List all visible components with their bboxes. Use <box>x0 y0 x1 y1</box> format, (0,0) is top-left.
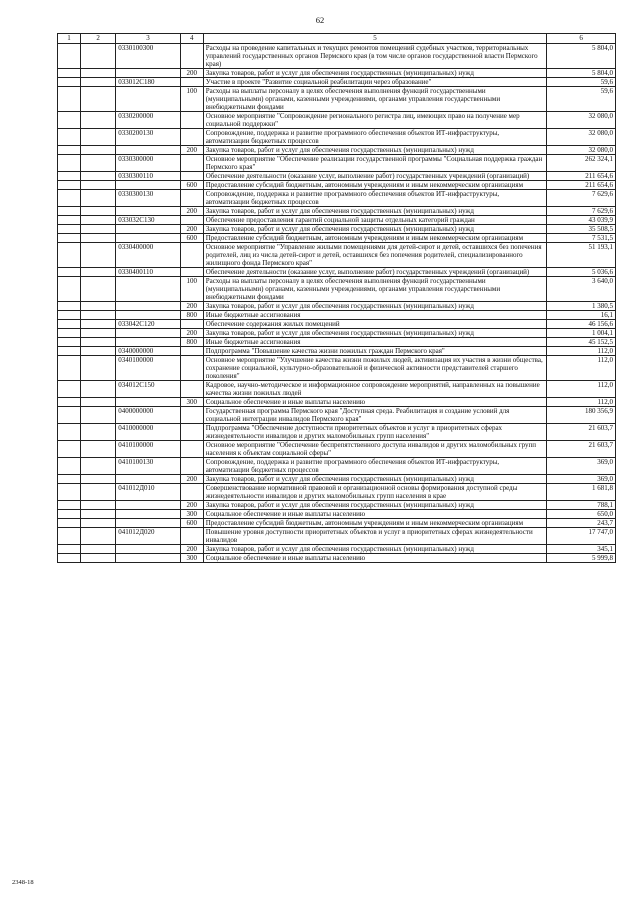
item-name-cell: Совершенствование нормативной правовой и организационной основы формирования доступной среды жизнедеятельности инвалидов и других маломобильных групп населения в крае <box>203 484 547 501</box>
expense-type-cell: 200 <box>180 329 203 338</box>
item-name-cell: Основное мероприятие "Сопровождение регионального регистра лиц, имеющих право на получение мер социальной поддержки" <box>203 112 547 129</box>
expense-type-cell <box>180 268 203 277</box>
table-row <box>58 243 616 268</box>
empty-cell <box>80 190 115 207</box>
expense-type-cell <box>180 458 203 475</box>
column-number: 2 <box>80 34 115 44</box>
expense-type-cell <box>180 407 203 424</box>
empty-cell <box>58 181 81 190</box>
expense-type-cell: 600 <box>180 519 203 528</box>
table-row <box>58 277 616 302</box>
empty-cell <box>58 407 81 424</box>
amount-cell: 16,1 <box>547 311 616 320</box>
item-name-cell: Подпрограмма "Повышение качества жизни пожилых граждан Пермского края" <box>203 347 547 356</box>
item-name-cell: Сопровождение, поддержка и развитие программного обеспечения объектов ИТ-инфраструктуры, автоматизации бюджетных процессов <box>203 458 547 475</box>
item-name-cell: Социальное обеспечение и иные выплаты населению <box>203 554 547 563</box>
empty-cell <box>80 441 115 458</box>
item-name-cell: Закупка товаров, работ и услуг для обеспечения государственных (муниципальных) нужд <box>203 207 547 216</box>
table-row <box>58 424 616 441</box>
expense-type-cell: 600 <box>180 181 203 190</box>
table-row <box>58 190 616 207</box>
expense-type-cell <box>180 78 203 87</box>
expense-type-cell <box>180 172 203 181</box>
empty-cell <box>58 225 81 234</box>
item-name-cell: Расходы на выплаты персоналу в целях обеспечения выполнения функций государственными (муниципальными) органами, казенными учреждениями, органами управления государственными внебюджетными фондами <box>203 277 547 302</box>
amount-cell: 35 508,5 <box>547 225 616 234</box>
table-row <box>58 545 616 554</box>
empty-cell <box>58 338 81 347</box>
expense-type-cell <box>180 243 203 268</box>
expense-type-cell: 200 <box>180 225 203 234</box>
empty-cell <box>58 234 81 243</box>
target-code-cell: 033012С180 <box>116 78 181 87</box>
table-row <box>58 501 616 510</box>
item-name-cell: Государственная программа Пермского края "Доступная среда. Реабилитация и создание условий для социальной интеграции инвалидов Пермского края" <box>203 407 547 424</box>
target-code-cell: 0330400000 <box>116 243 181 268</box>
empty-cell <box>80 129 115 146</box>
column-number: 5 <box>203 34 547 44</box>
empty-cell <box>58 554 81 563</box>
expense-type-cell: 200 <box>180 302 203 311</box>
table-row <box>58 234 616 243</box>
table-row <box>58 155 616 172</box>
amount-cell: 1 380,5 <box>547 302 616 311</box>
table-row <box>58 475 616 484</box>
empty-cell <box>58 216 81 225</box>
document-code: 2348-18 <box>12 879 34 886</box>
target-code-cell: 0410100130 <box>116 458 181 475</box>
item-name-cell: Основное мероприятие "Улучшение качества жизни пожилых людей, активизация их участия в жизни общества, сохранение социальной, культурно-образовательной и физической активности представителей старшего поколения" <box>203 356 547 381</box>
item-name-cell: Основное мероприятие "Обеспечение реализации государственной программы "Социальная поддержка граждан Пермского края" <box>203 155 547 172</box>
empty-cell <box>58 87 81 112</box>
expense-type-cell <box>180 484 203 501</box>
item-name-cell: Закупка товаров, работ и услуг для обеспечения государственных (муниципальных) нужд <box>203 329 547 338</box>
empty-cell <box>58 519 81 528</box>
amount-cell: 3 640,0 <box>547 277 616 302</box>
empty-cell <box>58 243 81 268</box>
target-code-cell: 0400000000 <box>116 407 181 424</box>
expense-type-cell <box>180 528 203 545</box>
item-name-cell: Предоставление субсидий бюджетным, автономным учреждениям и иным некоммерческим организациям <box>203 519 547 528</box>
amount-cell: 243,7 <box>547 519 616 528</box>
table-row <box>58 172 616 181</box>
empty-cell <box>80 311 115 320</box>
empty-cell <box>58 545 81 554</box>
amount-cell: 21 603,7 <box>547 424 616 441</box>
amount-cell: 5 804,0 <box>547 44 616 69</box>
target-code-cell <box>116 545 181 554</box>
empty-cell <box>58 329 81 338</box>
empty-cell <box>58 78 81 87</box>
target-code-cell: 033032С130 <box>116 216 181 225</box>
item-name-cell: Социальное обеспечение и иные выплаты населению <box>203 510 547 519</box>
empty-cell <box>58 347 81 356</box>
empty-cell <box>80 243 115 268</box>
target-code-cell <box>116 475 181 484</box>
empty-cell <box>58 356 81 381</box>
empty-cell <box>80 234 115 243</box>
empty-cell <box>80 155 115 172</box>
empty-cell <box>58 501 81 510</box>
empty-cell <box>80 225 115 234</box>
table-row <box>58 146 616 155</box>
empty-cell <box>58 268 81 277</box>
amount-cell: 112,0 <box>547 347 616 356</box>
empty-cell <box>80 424 115 441</box>
table-row <box>58 441 616 458</box>
target-code-cell: 0410000000 <box>116 424 181 441</box>
empty-cell <box>80 320 115 329</box>
expense-type-cell <box>180 112 203 129</box>
table-row <box>58 519 616 528</box>
table-row <box>58 129 616 146</box>
item-name-cell: Повышение уровня доступности приоритетных объектов и услуг в приоритетных сферах жизнедеятельности инвалидов <box>203 528 547 545</box>
amount-cell: 5 036,6 <box>547 268 616 277</box>
empty-cell <box>80 338 115 347</box>
item-name-cell: Закупка товаров, работ и услуг для обеспечения государственных (муниципальных) нужд <box>203 146 547 155</box>
table-row <box>58 181 616 190</box>
empty-cell <box>80 347 115 356</box>
expense-type-cell <box>180 129 203 146</box>
target-code-cell <box>116 311 181 320</box>
amount-cell: 32 080,0 <box>547 129 616 146</box>
empty-cell <box>80 519 115 528</box>
item-name-cell: Сопровождение, поддержка и развитие программного обеспечения объектов ИТ-инфраструктуры, автоматизации бюджетных процессов <box>203 190 547 207</box>
item-name-cell: Предоставление субсидий бюджетным, автономным учреждениям и иным некоммерческим организациям <box>203 181 547 190</box>
empty-cell <box>58 277 81 302</box>
amount-cell: 7 531,5 <box>547 234 616 243</box>
empty-cell <box>58 302 81 311</box>
amount-cell: 211 654,6 <box>547 172 616 181</box>
expense-type-cell <box>180 381 203 398</box>
empty-cell <box>80 398 115 407</box>
target-code-cell: 0410100000 <box>116 441 181 458</box>
empty-cell <box>58 398 81 407</box>
target-code-cell <box>116 225 181 234</box>
empty-cell <box>58 44 81 69</box>
amount-cell: 369,0 <box>547 475 616 484</box>
item-name-cell: Кадровое, научно-методическое и информационное сопровождение мероприятий, направленных на повышение качества жизни пожилых людей <box>203 381 547 398</box>
empty-cell <box>58 129 81 146</box>
item-name-cell: Иные бюджетные ассигнования <box>203 338 547 347</box>
item-name-cell: Предоставление субсидий бюджетным, автономным учреждениям и иным некоммерческим организациям <box>203 234 547 243</box>
target-code-cell <box>116 519 181 528</box>
target-code-cell <box>116 302 181 311</box>
target-code-cell: 0330400110 <box>116 268 181 277</box>
expense-type-cell: 200 <box>180 69 203 78</box>
expense-type-cell: 100 <box>180 87 203 112</box>
empty-cell <box>80 172 115 181</box>
empty-cell <box>58 458 81 475</box>
budget-table <box>57 33 616 563</box>
target-code-cell: 0330300000 <box>116 155 181 172</box>
expense-type-cell <box>180 190 203 207</box>
expense-type-cell: 200 <box>180 146 203 155</box>
empty-cell <box>58 172 81 181</box>
empty-cell <box>80 78 115 87</box>
expense-type-cell <box>180 216 203 225</box>
table-row <box>58 268 616 277</box>
table-row <box>58 398 616 407</box>
empty-cell <box>80 302 115 311</box>
expense-type-cell <box>180 44 203 69</box>
amount-cell: 7 629,6 <box>547 190 616 207</box>
target-code-cell: 041012Д020 <box>116 528 181 545</box>
amount-cell: 262 324,1 <box>547 155 616 172</box>
item-name-cell: Обеспечение деятельности (оказание услуг, выполнение работ) государственных учреждений (организаций) <box>203 268 547 277</box>
expense-type-cell: 300 <box>180 398 203 407</box>
table-row <box>58 112 616 129</box>
empty-cell <box>58 155 81 172</box>
empty-cell <box>58 69 81 78</box>
item-name-cell: Закупка товаров, работ и услуг для обеспечения государственных (муниципальных) нужд <box>203 545 547 554</box>
target-code-cell <box>116 181 181 190</box>
target-code-cell <box>116 398 181 407</box>
table-row <box>58 225 616 234</box>
expense-type-cell: 200 <box>180 207 203 216</box>
target-code-cell: 0330100300 <box>116 44 181 69</box>
amount-cell: 345,1 <box>547 545 616 554</box>
expense-type-cell <box>180 356 203 381</box>
column-number: 6 <box>547 34 616 44</box>
amount-cell: 788,1 <box>547 501 616 510</box>
empty-cell <box>58 510 81 519</box>
table-row <box>58 407 616 424</box>
target-code-cell: 0330200000 <box>116 112 181 129</box>
amount-cell: 5 999,8 <box>547 554 616 563</box>
target-code-cell <box>116 510 181 519</box>
item-name-cell: Закупка товаров, работ и услуг для обеспечения государственных (муниципальных) нужд <box>203 225 547 234</box>
empty-cell <box>80 528 115 545</box>
empty-cell <box>80 44 115 69</box>
item-name-cell: Обеспечение предоставления гарантий социальной защиты отдельных категорий граждан <box>203 216 547 225</box>
empty-cell <box>58 381 81 398</box>
empty-cell <box>58 320 81 329</box>
column-number: 1 <box>58 34 81 44</box>
item-name-cell: Закупка товаров, работ и услуг для обеспечения государственных (муниципальных) нужд <box>203 302 547 311</box>
table-row <box>58 87 616 112</box>
target-code-cell <box>116 234 181 243</box>
table-row <box>58 528 616 545</box>
empty-cell <box>58 207 81 216</box>
amount-cell: 7 629,6 <box>547 207 616 216</box>
empty-cell <box>80 381 115 398</box>
table-row <box>58 216 616 225</box>
item-name-cell: Иные бюджетные ассигнования <box>203 311 547 320</box>
amount-cell: 112,0 <box>547 398 616 407</box>
empty-cell <box>58 146 81 155</box>
expense-type-cell <box>180 441 203 458</box>
amount-cell: 5 804,0 <box>547 69 616 78</box>
empty-cell <box>80 216 115 225</box>
empty-cell <box>80 458 115 475</box>
target-code-cell: 033042С120 <box>116 320 181 329</box>
table-row <box>58 207 616 216</box>
expense-type-cell <box>180 347 203 356</box>
empty-cell <box>58 475 81 484</box>
expense-type-cell <box>180 424 203 441</box>
empty-cell <box>80 69 115 78</box>
table-row <box>58 338 616 347</box>
empty-cell <box>58 484 81 501</box>
target-code-cell: 0330300110 <box>116 172 181 181</box>
column-number-row <box>58 34 616 44</box>
item-name-cell: Обеспечение содержания жилых помещений <box>203 320 547 329</box>
empty-cell <box>80 545 115 554</box>
item-name-cell: Закупка товаров, работ и услуг для обеспечения государственных (муниципальных) нужд <box>203 475 547 484</box>
table-row <box>58 44 616 69</box>
expense-type-cell: 200 <box>180 475 203 484</box>
expense-type-cell: 600 <box>180 234 203 243</box>
amount-cell: 43 039,9 <box>547 216 616 225</box>
empty-cell <box>80 181 115 190</box>
target-code-cell: 0330200130 <box>116 129 181 146</box>
expense-type-cell: 800 <box>180 311 203 320</box>
empty-cell <box>58 190 81 207</box>
table-row <box>58 302 616 311</box>
target-code-cell <box>116 338 181 347</box>
amount-cell: 51 193,1 <box>547 243 616 268</box>
expense-type-cell: 800 <box>180 338 203 347</box>
item-name-cell: Закупка товаров, работ и услуг для обеспечения государственных (муниципальных) нужд <box>203 501 547 510</box>
empty-cell <box>80 407 115 424</box>
amount-cell: 17 747,0 <box>547 528 616 545</box>
item-name-cell: Обеспечение деятельности (оказание услуг, выполнение работ) государственных учреждений (организаций) <box>203 172 547 181</box>
target-code-cell <box>116 87 181 112</box>
item-name-cell: Закупка товаров, работ и услуг для обеспечения государственных (муниципальных) нужд <box>203 69 547 78</box>
amount-cell: 112,0 <box>547 381 616 398</box>
target-code-cell: 0340000000 <box>116 347 181 356</box>
empty-cell <box>58 441 81 458</box>
target-code-cell <box>116 146 181 155</box>
empty-cell <box>80 87 115 112</box>
empty-cell <box>80 554 115 563</box>
page-number: 62 <box>315 15 325 25</box>
target-code-cell: 041012Д010 <box>116 484 181 501</box>
empty-cell <box>58 311 81 320</box>
item-name-cell: Сопровождение, поддержка и развитие программного обеспечения объектов ИТ-инфраструктуры, автоматизации бюджетных процессов <box>203 129 547 146</box>
table-row <box>58 347 616 356</box>
empty-cell <box>80 146 115 155</box>
table-row <box>58 554 616 563</box>
empty-cell <box>80 484 115 501</box>
column-number: 3 <box>116 34 181 44</box>
empty-cell <box>80 510 115 519</box>
expense-type-cell <box>180 320 203 329</box>
amount-cell: 45 152,5 <box>547 338 616 347</box>
amount-cell: 32 080,0 <box>547 146 616 155</box>
expense-type-cell <box>180 155 203 172</box>
expense-type-cell: 200 <box>180 501 203 510</box>
table-row <box>58 381 616 398</box>
expense-type-cell: 200 <box>180 545 203 554</box>
table-row <box>58 69 616 78</box>
empty-cell <box>80 268 115 277</box>
table-row <box>58 311 616 320</box>
table-row <box>58 320 616 329</box>
empty-cell <box>80 475 115 484</box>
empty-cell <box>58 112 81 129</box>
amount-cell: 32 080,0 <box>547 112 616 129</box>
empty-cell <box>80 501 115 510</box>
target-code-cell: 0340100000 <box>116 356 181 381</box>
target-code-cell <box>116 554 181 563</box>
table-row <box>58 78 616 87</box>
empty-cell <box>58 528 81 545</box>
target-code-cell <box>116 329 181 338</box>
empty-cell <box>80 356 115 381</box>
expense-type-cell: 300 <box>180 510 203 519</box>
item-name-cell: Основное мероприятие "Управление жилыми помещениями для детей-сирот и детей, оставшихся без попечения родителей, лиц из числа детей-сирот и детей, оставшихся без попечения родителей, специализированного жилищного фонда Пермского края" <box>203 243 547 268</box>
amount-cell: 46 156,6 <box>547 320 616 329</box>
column-number: 4 <box>180 34 203 44</box>
amount-cell: 1 004,1 <box>547 329 616 338</box>
empty-cell <box>80 277 115 302</box>
empty-cell <box>58 424 81 441</box>
target-code-cell <box>116 277 181 302</box>
table-row <box>58 329 616 338</box>
target-code-cell: 034012С150 <box>116 381 181 398</box>
item-name-cell: Расходы на проведение капитальных и текущих ремонтов помещений судебных участков, территориальных управлений государственных органов Пермского края (в том числе органов государственной власти Пермского края) <box>203 44 547 69</box>
table-row <box>58 458 616 475</box>
item-name-cell: Социальное обеспечение и иные выплаты населению <box>203 398 547 407</box>
target-code-cell <box>116 501 181 510</box>
empty-cell <box>80 329 115 338</box>
table-body <box>58 44 616 563</box>
amount-cell: 1 681,8 <box>547 484 616 501</box>
target-code-cell: 0330300130 <box>116 190 181 207</box>
amount-cell: 59,6 <box>547 87 616 112</box>
table-row <box>58 356 616 381</box>
empty-cell <box>80 207 115 216</box>
target-code-cell <box>116 207 181 216</box>
target-code-cell <box>116 69 181 78</box>
item-name-cell: Расходы на выплаты персоналу в целях обеспечения выполнения функций государственными (муниципальными) органами, казенными учреждениями, органами управления государственными внебюджетными фондами <box>203 87 547 112</box>
item-name-cell: Участие в проекте "Развитие социальной реабилитации через образование" <box>203 78 547 87</box>
amount-cell: 59,6 <box>547 78 616 87</box>
table-row <box>58 510 616 519</box>
item-name-cell: Основное мероприятие "Обеспечение беспрепятственного доступа инвалидов и других маломобильных групп населения к объектам социальной сферы" <box>203 441 547 458</box>
expense-type-cell: 300 <box>180 554 203 563</box>
amount-cell: 21 603,7 <box>547 441 616 458</box>
amount-cell: 369,0 <box>547 458 616 475</box>
amount-cell: 180 356,9 <box>547 407 616 424</box>
amount-cell: 112,0 <box>547 356 616 381</box>
amount-cell: 650,0 <box>547 510 616 519</box>
table-row <box>58 484 616 501</box>
empty-cell <box>80 112 115 129</box>
amount-cell: 211 654,6 <box>547 181 616 190</box>
item-name-cell: Подпрограмма "Обеспечение доступности приоритетных объектов и услуг в приоритетных сферах жизнедеятельности инвалидов и других маломобильных групп населения" <box>203 424 547 441</box>
expense-type-cell: 100 <box>180 277 203 302</box>
